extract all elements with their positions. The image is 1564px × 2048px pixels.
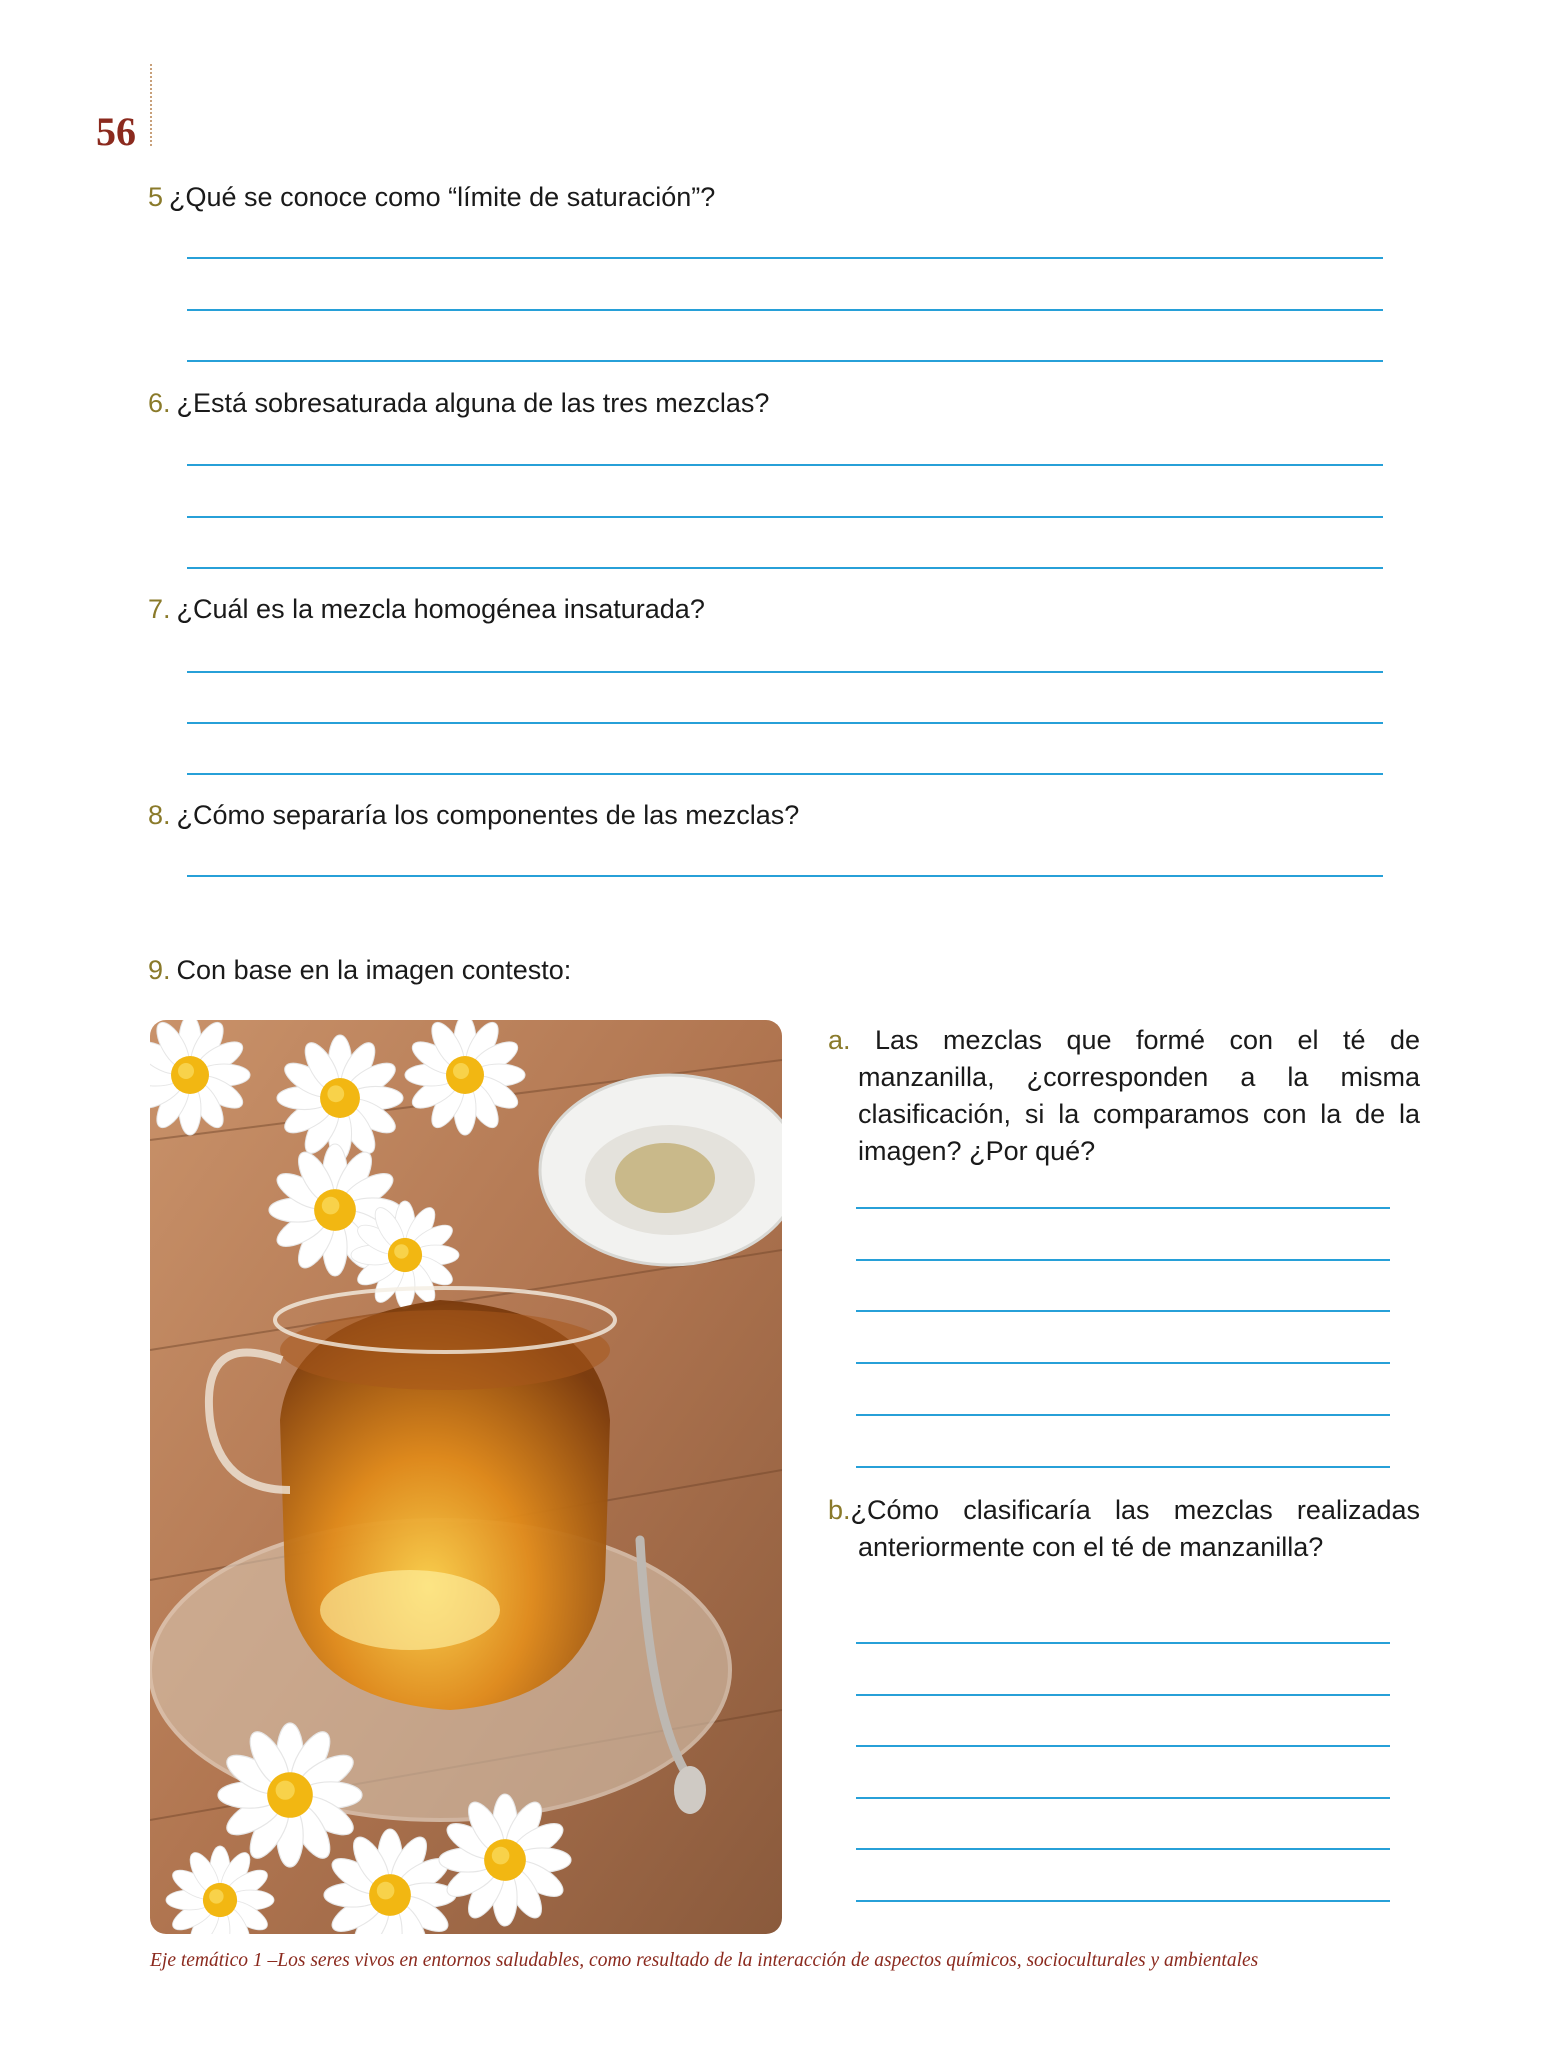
answer-line[interactable] [187, 360, 1383, 362]
answer-line[interactable] [187, 773, 1383, 775]
answer-line[interactable] [856, 1642, 1390, 1644]
answer-line[interactable] [187, 309, 1383, 311]
answer-line[interactable] [187, 464, 1383, 466]
answer-line[interactable] [187, 257, 1383, 259]
answer-line[interactable] [187, 875, 1383, 877]
question-number: 9. [148, 955, 171, 985]
answer-line[interactable] [856, 1414, 1390, 1416]
answer-line[interactable] [187, 722, 1383, 724]
page-rule [150, 64, 152, 146]
answer-line[interactable] [856, 1900, 1390, 1902]
question-8 [148, 798, 799, 832]
question-5 [148, 180, 715, 214]
page-number: 56 [96, 109, 136, 154]
sub-question-b [828, 1492, 1420, 1566]
answer-line[interactable] [856, 1848, 1390, 1850]
question-number: 5 [148, 182, 164, 212]
question-text: ¿Está sobresaturada alguna de las tres mezclas? [176, 388, 770, 418]
answer-line[interactable] [856, 1259, 1390, 1261]
question-text: ¿Cuál es la mezcla homogénea insaturada? [176, 594, 705, 624]
question-number: 6. [148, 388, 171, 418]
answer-line[interactable] [856, 1362, 1390, 1364]
question-7 [148, 592, 705, 626]
question-9 [148, 953, 571, 987]
sub-question-text: ¿Cómo clasificaría las mezclas realizadas anteriormente con el té de manzanilla? [850, 1495, 1420, 1562]
question-number: 8. [148, 800, 171, 830]
answer-line[interactable] [187, 567, 1383, 569]
sub-question-label: a. [828, 1025, 851, 1055]
answer-line[interactable] [856, 1310, 1390, 1312]
sub-question-label: b. [828, 1495, 851, 1525]
sub-question-a [828, 1022, 1420, 1170]
sub-question-text: Las mezclas que formé con el té de manzanilla, ¿corresponden a la misma clasificación, si la comparamos con la de la imagen? ¿Por qué? [858, 1025, 1420, 1166]
answer-line[interactable] [856, 1694, 1390, 1696]
question-text: ¿Cómo separaría los componentes de las mezclas? [176, 800, 800, 830]
answer-line[interactable] [856, 1207, 1390, 1209]
answer-line[interactable] [856, 1466, 1390, 1468]
question-text: Con base en la imagen contesto: [176, 955, 572, 985]
question-6 [148, 386, 769, 420]
answer-line[interactable] [187, 516, 1383, 518]
question-text: ¿Qué se conoce como “límite de saturación”? [169, 182, 716, 212]
answer-line[interactable] [856, 1797, 1390, 1799]
answer-line[interactable] [856, 1745, 1390, 1747]
chamomile-tea-photo [150, 1020, 782, 1934]
footer-caption: Eje temático 1 –Los seres vivos en entornos saludables, como resultado de la interacción de aspectos químicos, socioculturales y ambientales [150, 1950, 1259, 1971]
answer-line[interactable] [187, 671, 1383, 673]
chamomile-tea-cup-icon [150, 1020, 782, 1934]
question-number: 7. [148, 594, 171, 624]
